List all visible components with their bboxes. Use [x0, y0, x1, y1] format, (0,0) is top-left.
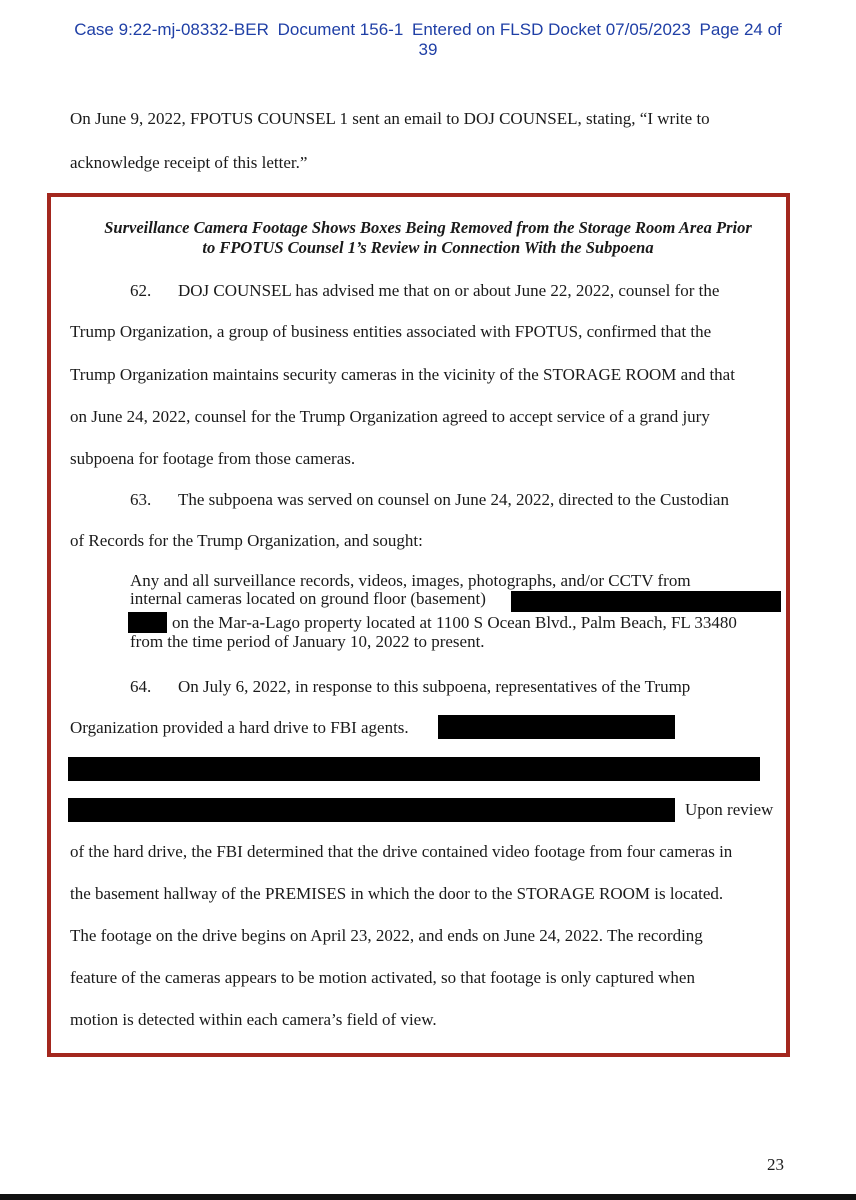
p64-line-6: the basement hallway of the PREMISES in which the door to the STORAGE ROOM is located.	[70, 884, 724, 903]
quote-line-2: internal cameras located on ground floor (basement)	[130, 589, 486, 608]
section-heading-1: Surveillance Camera Footage Shows Boxes Being Removed from the Storage Room Area Prior	[104, 218, 752, 237]
redaction-block	[68, 798, 675, 822]
p64-line-5: of the hard drive, the FBI determined that the drive contained video footage from four cameras in	[70, 842, 733, 861]
quote-line-4: from the time period of January 10, 2022 to present.	[130, 632, 485, 651]
quote-line-3: on the Mar-a-Lago property located at 1100 S Ocean Blvd., Palm Beach, FL 33480	[172, 613, 737, 632]
p62-line-5: subpoena for footage from those cameras.	[70, 449, 356, 468]
p64-line-9: motion is detected within each camera’s field of view.	[70, 1010, 437, 1029]
section-heading-2: to FPOTUS Counsel 1’s Review in Connection With the Subpoena	[202, 238, 654, 257]
p63-number: 63.	[130, 490, 152, 509]
page-total: 39	[418, 40, 438, 59]
p62-line-1: DOJ COUNSEL has advised me that on or about June 22, 2022, counsel for the	[178, 281, 720, 300]
p63-line-1: The subpoena was served on counsel on June 24, 2022, directed to the Custodian	[178, 490, 729, 509]
quote-line-1: Any and all surveillance records, videos, images, photographs, and/or CCTV from	[130, 571, 691, 590]
bottom-edge	[0, 1194, 856, 1200]
page-number: 23	[767, 1155, 784, 1174]
p64-line-2: Organization provided a hard drive to FBI agents.	[70, 718, 409, 737]
redaction-block	[128, 612, 167, 633]
intro-line-2: acknowledge receipt of this letter.”	[70, 153, 308, 172]
p64-line-8: feature of the cameras appears to be motion activated, so that footage is only captured when	[70, 968, 695, 987]
p62-line-4: on June 24, 2022, counsel for the Trump Organization agreed to accept service of a grand jury	[70, 407, 710, 426]
docket-header	[0, 20, 856, 60]
p62-line-3: Trump Organization maintains security cameras in the vicinity of the STORAGE ROOM and that	[70, 365, 735, 384]
redaction-block	[511, 591, 781, 612]
p64-line-4-tail: Upon review	[685, 800, 774, 819]
intro-line-1: On June 9, 2022, FPOTUS COUNSEL 1 sent an email to DOJ COUNSEL, stating, “I write to	[70, 109, 710, 128]
p64-line-1: On July 6, 2022, in response to this subpoena, representatives of the Trump	[178, 677, 691, 696]
redaction-block	[438, 715, 675, 739]
p62-line-2: Trump Organization, a group of business entities associated with FPOTUS, confirmed that the	[70, 322, 712, 341]
case-number: Case 9:22-mj-08332-BER	[74, 20, 269, 39]
redaction-block	[68, 757, 760, 781]
p64-number: 64.	[130, 677, 152, 696]
p63-line-2: of Records for the Trump Organization, and sought:	[70, 531, 423, 550]
p62-number: 62.	[130, 281, 152, 300]
docket-entry: Entered on FLSD Docket 07/05/2023	[412, 20, 691, 39]
p64-line-7: The footage on the drive begins on April 23, 2022, and ends on June 24, 2022. The recording	[70, 926, 703, 945]
document-number: Document 156-1	[277, 20, 404, 39]
page-indicator: Page 24 of	[699, 20, 782, 39]
